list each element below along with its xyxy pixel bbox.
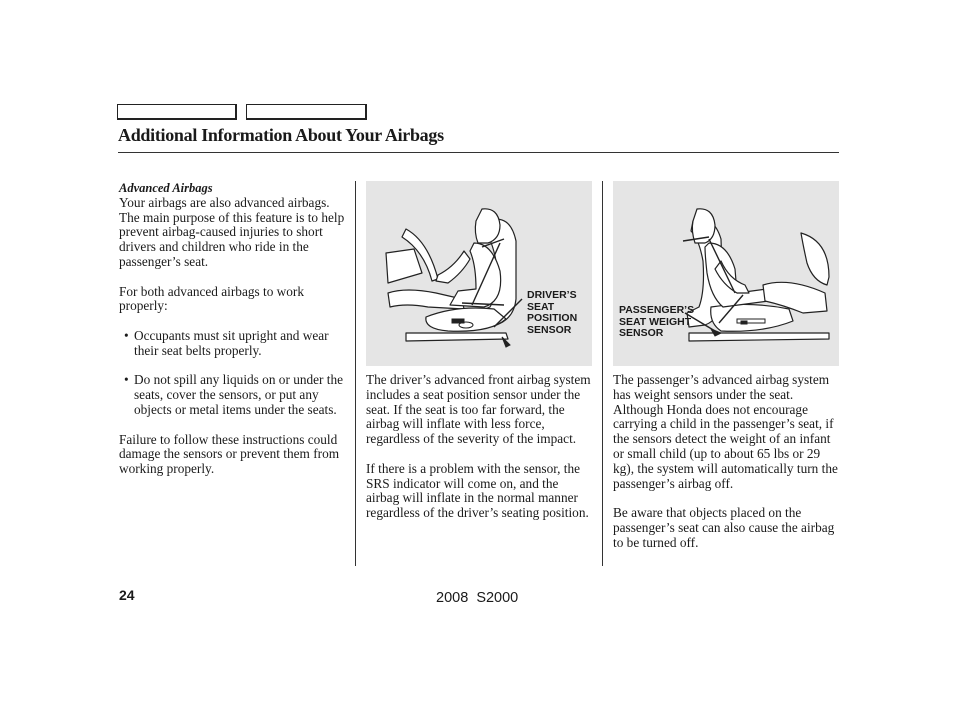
passenger-seat-illustration — [613, 181, 839, 366]
column-divider — [602, 181, 603, 566]
paragraph-intro: Your airbags are also advanced airbags. The main purpose of this feature is to help prevent airbag-caused injuries to short drivers and children who ride in the passenger’s seat. — [119, 194, 345, 269]
passenger-seat-sensor-label: PASSENGER’S SEAT WEIGHT SENSOR — [619, 304, 695, 340]
column-passenger-sensor — [613, 373, 841, 565]
bullet-item-1 — [119, 329, 349, 359]
paragraph-warning: Failure to follow these instructions could damage the sensors or prevent them from working properly. — [119, 431, 340, 477]
driver-seat-drawing — [366, 181, 592, 366]
paragraph-sensor-problem: If there is a problem with the sensor, the SRS indicator will come on, and the airbag will inflate in the normal manner regardless of the driver’s seating position. — [366, 460, 589, 521]
paragraph-requirements: For both advanced airbags to work properly: — [119, 283, 305, 314]
bullet-item-2 — [119, 373, 349, 417]
bullet-dot-icon: • — [124, 327, 129, 343]
column-divider — [355, 181, 356, 566]
column-advanced-airbags — [119, 181, 349, 492]
paragraph-objects-warning: Be aware that objects placed on the passenger’s seat can also cause the airbag to be turned off. — [613, 505, 835, 550]
nav-tab-box-1[interactable] — [117, 104, 237, 120]
bullet-dot-icon: • — [124, 372, 129, 388]
paragraph-passenger-sensor: The passenger’s advanced airbag system has weight sensors under the seat. Although Honda does not encourage carrying a child in the passenger’s seat, if the sensors detect the weight of an infant or small child (up to about 65 lbs or 29 kg), the system will automatically turn the passenger’s airbag off. — [613, 372, 838, 491]
column-driver-sensor — [366, 373, 594, 536]
nav-tab-box-2[interactable] — [246, 104, 367, 120]
title-rule — [118, 152, 839, 153]
bullet-text: Do not spill any liquids on or under the seats, cover the sensors, or put any objects or metal items under the seats. — [134, 372, 344, 417]
paragraph-driver-sensor: The driver’s advanced front airbag system includes a seat position sensor under the seat. If the seat is too far forward, the airbag will inflate with less force, regardless of the severity of the impact. — [366, 372, 591, 447]
driver-seat-illustration — [366, 181, 592, 366]
page-number: 24 — [119, 587, 135, 603]
bullet-text: Occupants must sit upright and wear their seat belts properly. — [134, 327, 329, 358]
page-title: Additional Information About Your Airbags — [118, 125, 444, 145]
section-subheading: Advanced Airbags — [119, 181, 213, 195]
driver-seat-sensor-label: DRIVER’S SEAT POSITION SENSOR — [527, 289, 578, 336]
footer-model-name: 2008 S2000 — [436, 590, 519, 606]
